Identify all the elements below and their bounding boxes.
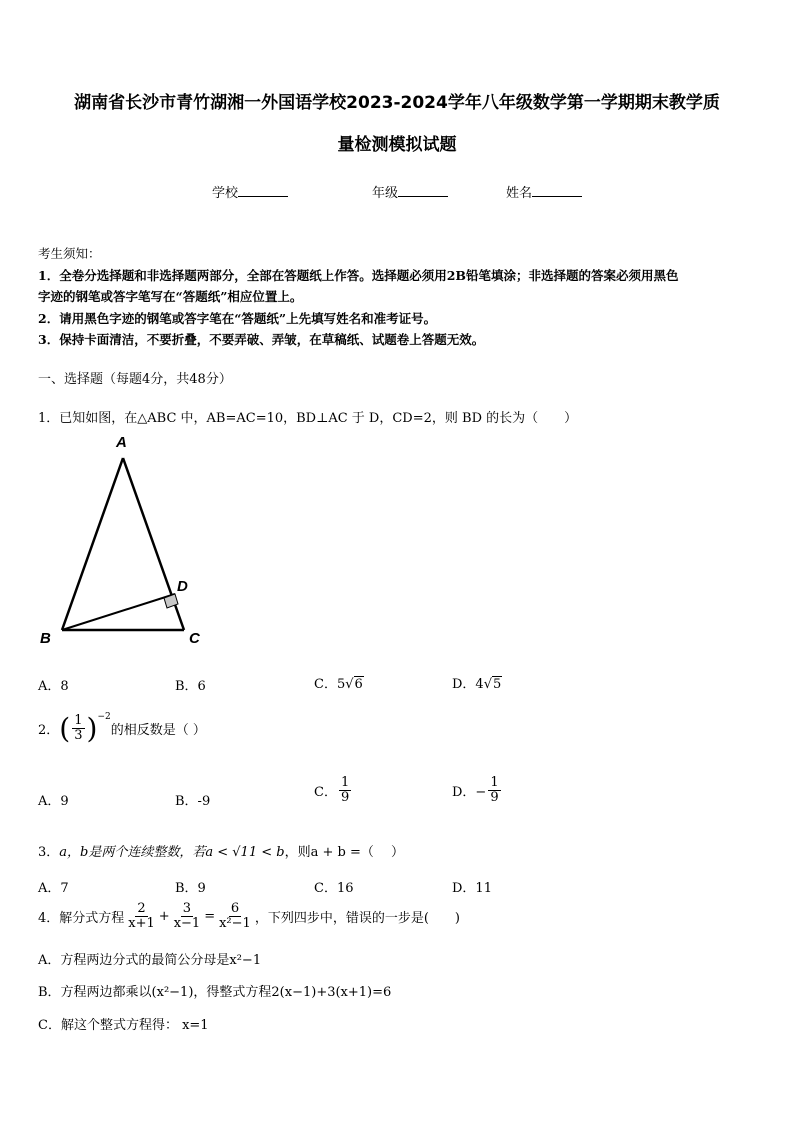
- grade-blank: [398, 184, 448, 197]
- radical: 5: [493, 677, 502, 692]
- question-1-text: 1．已知如图，在△ABC 中，AB=AC=10，BD⊥AC 于 D，CD=2，则 BD 的长为（ ）: [38, 411, 578, 426]
- section-heading: 一、选择题（每题4分，共48分）: [38, 372, 232, 387]
- grade-label: 年级: [372, 186, 399, 201]
- name-field: [506, 182, 582, 201]
- q2-option-c[interactable]: C． $\frac{1}{9}$: [314, 775, 350, 806]
- vertex-label-c: C: [189, 630, 200, 647]
- vertex-label-b: B: [40, 630, 51, 647]
- vertex-label-a: A: [116, 434, 127, 451]
- name-blank: [532, 184, 582, 197]
- page-title-line-1: 湖南省长沙市青竹湖湘一外国语学校2023-2024学年八年级数学第一学期期末教学质: [74, 93, 720, 113]
- note-line: 2．请用黑色字迹的钢笔或答字笔在“答题纸”上先填写姓名和准考证号。: [38, 310, 437, 326]
- name-label: 姓名: [506, 186, 533, 201]
- school-field: [212, 182, 288, 201]
- segment-bd: [62, 594, 175, 630]
- q3-option-b[interactable]: B．9: [175, 881, 206, 896]
- q2-option-b[interactable]: B．-9: [175, 794, 211, 809]
- note-line: 字迹的钢笔或答字笔写在“答题纸”相应位置上。: [38, 289, 303, 304]
- triangle-figure: [30, 430, 220, 650]
- school-blank: [238, 184, 288, 197]
- question-2-text: 2． ( $\frac{1}{3}$ ) −2 的相反数是（ ）: [38, 712, 206, 745]
- exam-notes: [38, 243, 758, 351]
- q2-option-d[interactable]: D．− $\frac{1}{9}$: [452, 775, 499, 806]
- q4-option-c[interactable]: C．解这个整式方程得： x=1: [38, 1018, 209, 1033]
- page-title-line-2: 量检测模拟试题: [337, 135, 457, 155]
- q4-option-a[interactable]: A．方程两边分式的最简公分母是x²−1: [38, 953, 262, 968]
- radical: 6: [354, 677, 363, 692]
- side-ab: [62, 458, 123, 630]
- q3-option-c[interactable]: C．16: [314, 881, 354, 896]
- point-label-d: D: [177, 578, 188, 595]
- q1-option-d[interactable]: D．4√5: [452, 677, 502, 692]
- q3-option-a[interactable]: A．7: [38, 881, 69, 896]
- note-line: 1．全卷分选择题和非选择题两部分，全部在答题纸上作答。选择题必须用2B铅笔填涂；非选择题的答案必须用黑色: [38, 267, 679, 283]
- q1-option-b[interactable]: B．6: [175, 679, 206, 694]
- question-3-text: 3．a，b是两个连续整数，若a < √11 < b，则a + b =（ ）: [38, 845, 404, 860]
- notes-heading: 考生须知：: [38, 246, 101, 261]
- note-line: 3．保持卡面清洁，不要折叠，不要弄破、弄皱，在草稿纸、试题卷上答题无效。: [38, 332, 485, 347]
- question-4-text: 4．解分式方程 $\frac{2}{x+1}$ + $\frac{3}{x-1}$ = $\frac{6}{\text{x²−1}}$ ，下列四步中，错误的一步是( ): [38, 901, 460, 932]
- q2-option-a[interactable]: A．9: [38, 794, 69, 809]
- q4-option-b[interactable]: B．方程两边都乘以(x²−1)，得整式方程2(x−1)+3(x+1)=6: [38, 985, 392, 1000]
- q1-option-a[interactable]: A．8: [38, 679, 69, 694]
- q3-option-d[interactable]: D．11: [452, 881, 492, 896]
- q1-option-c[interactable]: C．5√6: [314, 677, 363, 692]
- school-label: 学校: [212, 186, 239, 201]
- grade-field: [372, 182, 448, 201]
